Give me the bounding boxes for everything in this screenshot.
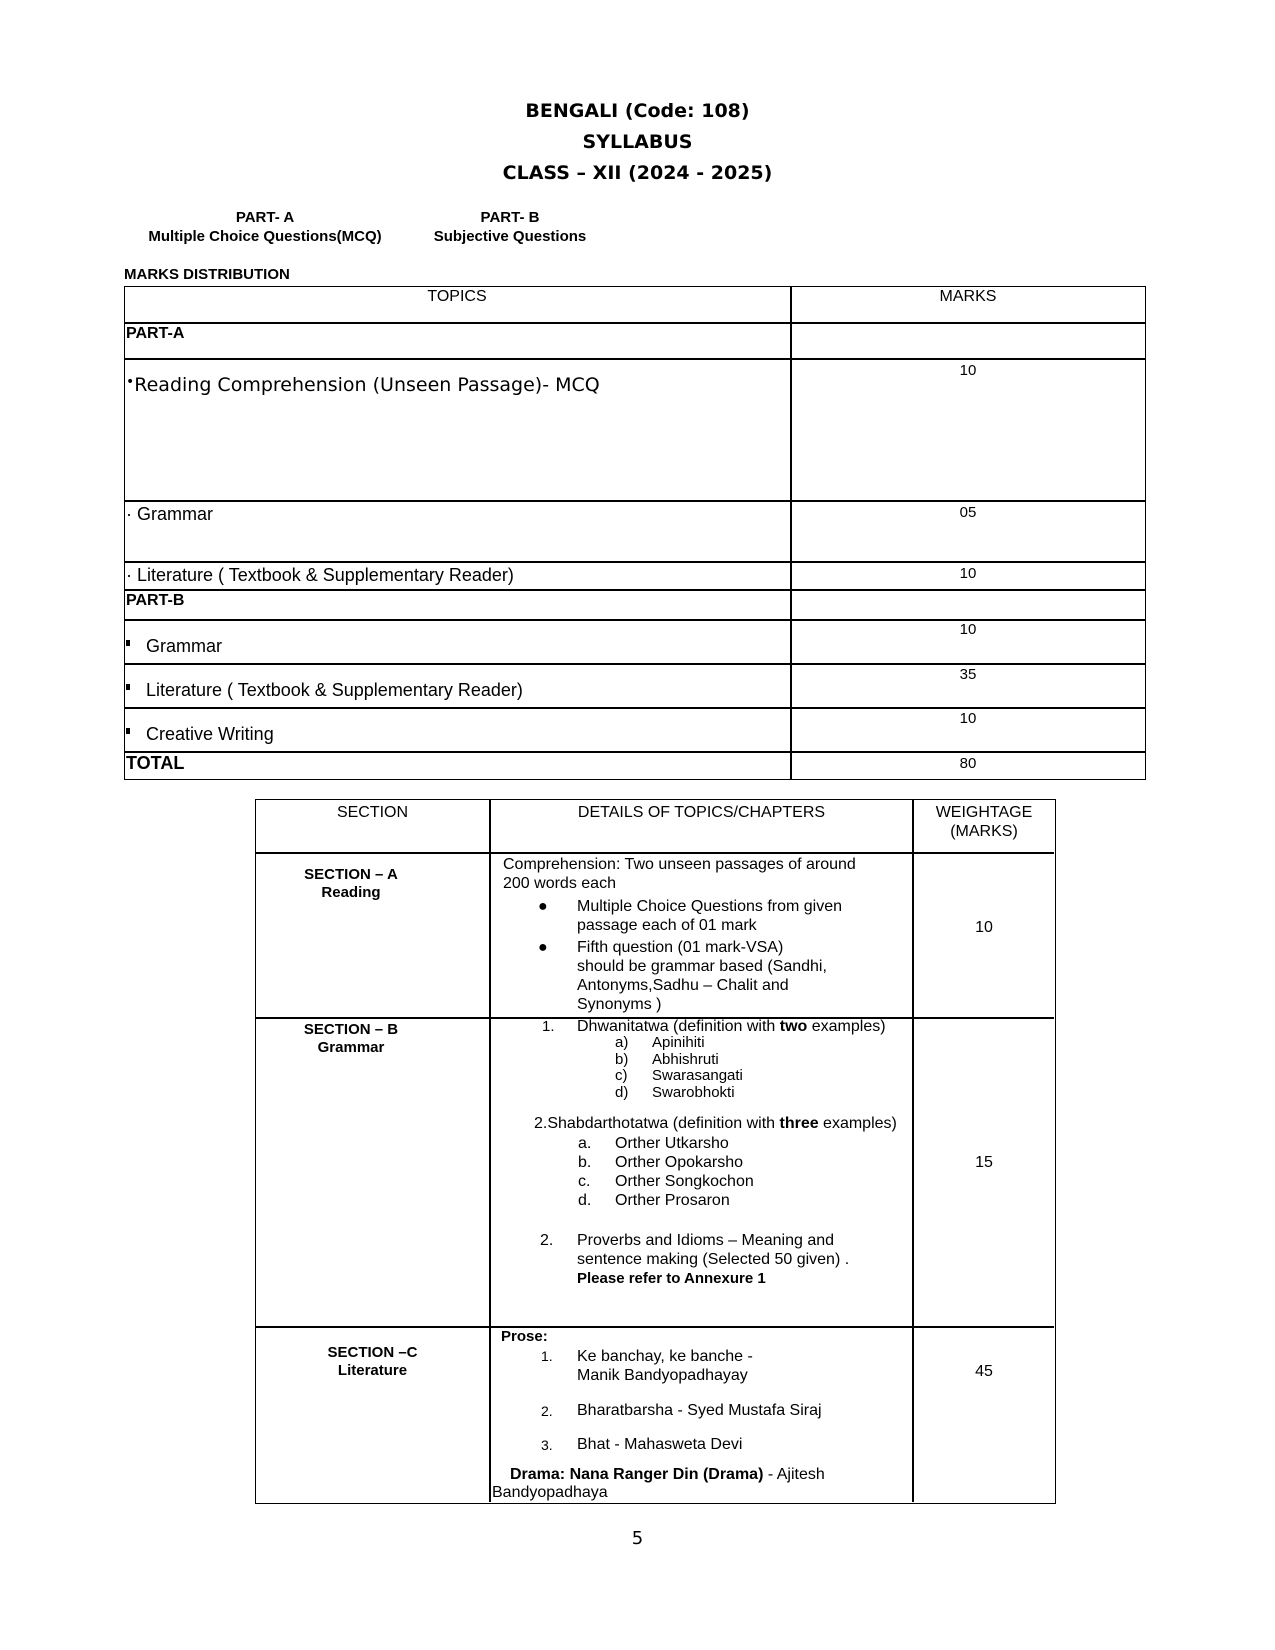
topic-text: Grammar [146, 636, 222, 656]
table-row [124, 322, 1146, 360]
section-sub: Grammar [317, 1039, 385, 1056]
list-item: should be grammar based (Sandhi, [577, 958, 827, 975]
section-c-label [256, 1344, 489, 1380]
col-section-header: SECTION [336, 804, 409, 821]
prose-item-author: Manik Bandyopadhayay [577, 1367, 748, 1384]
creative-writing-topic [126, 724, 274, 745]
bullet-icon: ● [538, 898, 548, 915]
section-sub: Reading [321, 884, 381, 901]
topic-text: Creative Writing [146, 724, 274, 744]
sub-mark: c. [578, 1173, 591, 1190]
weightage-label: WEIGHTAGE [935, 804, 1033, 821]
item-number: 2. [541, 1403, 553, 1419]
sub-item: Swarobhokti [652, 1084, 735, 1101]
column-divider [790, 286, 792, 780]
topic-text: Literature ( Textbook & Supplementary Reader) [146, 680, 523, 700]
total-marks: 80 [959, 755, 977, 772]
sub-item: Swarasangati [652, 1067, 743, 1084]
part-b-desc: Subjective Questions [433, 228, 587, 245]
section-a-intro: Comprehension: Two unseen passages of around [503, 856, 856, 873]
drama-author-2: Bandyopadhaya [492, 1484, 608, 1501]
prose-item: Bharatbarsha - Syed Mustafa Siraj [577, 1402, 822, 1419]
reading-comprehension-topic [126, 374, 600, 396]
col-marks-header: MARKS [939, 288, 997, 305]
drama-author: - Ajitesh [763, 1466, 825, 1483]
proverbs-item: Proverbs and Idioms – Meaning and [577, 1232, 835, 1249]
section-details-table [255, 799, 1056, 1504]
list-item: passage each of 01 mark [577, 917, 757, 934]
prose-item: Ke banchay, ke banche - [577, 1348, 753, 1365]
marks-value: 35 [959, 666, 977, 683]
annexure-reference: Please refer to Annexure 1 [577, 1270, 766, 1287]
col-weightage-header [914, 803, 1054, 841]
item-number: 3. [541, 1437, 553, 1453]
column-divider [489, 800, 491, 1502]
square-bullet-icon [126, 640, 130, 646]
section-a-label [256, 866, 446, 902]
marks-value: 10 [959, 362, 977, 379]
sub-item: Orther Utkarsho [615, 1135, 729, 1152]
section-a-weight: 10 [975, 919, 993, 936]
part-b-row-label: PART-B [126, 592, 185, 609]
sub-mark: a. [578, 1135, 592, 1152]
topic-text: Grammar [132, 504, 213, 524]
list-item: Synonyms ) [577, 996, 662, 1013]
section-name: SECTION – A [304, 866, 398, 883]
topic-text: Literature ( Textbook & Supplementary Reader) [132, 565, 514, 585]
sub-mark: d) [615, 1084, 629, 1101]
marks-value: 10 [959, 565, 977, 582]
section-a-intro-2: 200 words each [503, 875, 616, 892]
marks-distribution-heading: MARKS DISTRIBUTION [124, 266, 290, 283]
col-details-header: DETAILS OF TOPICS/CHAPTERS [577, 804, 826, 821]
section-b-label [256, 1021, 446, 1057]
part-b-label: PART- B [480, 209, 540, 226]
part-a-row-label: PART-A [126, 325, 185, 342]
shabdarthotatwa-item [534, 1114, 897, 1133]
marks-value: 10 [959, 710, 977, 727]
total-label: TOTAL [126, 753, 185, 773]
part-b-heading [415, 208, 605, 246]
document-subtitle: SYLLABUS [582, 131, 693, 153]
section-b-weight: 15 [975, 1154, 993, 1171]
item-text: examples) [818, 1115, 897, 1132]
drama-item [510, 1465, 825, 1484]
row-divider [256, 852, 1054, 854]
square-bullet-icon [126, 684, 130, 690]
grammar-topic-a [126, 504, 213, 525]
literature-topic-a [126, 565, 514, 586]
section-c-weight: 45 [975, 1363, 993, 1380]
item-text: examples) [807, 1018, 886, 1035]
weightage-unit: (MARKS) [950, 823, 1018, 840]
item-number: 1. [542, 1018, 555, 1035]
prose-item: Bhat - Mahasweta Devi [577, 1436, 743, 1453]
bullet-icon: ● [538, 939, 548, 956]
sub-mark: c) [615, 1067, 628, 1084]
section-name: SECTION –C [327, 1344, 418, 1361]
marks-distribution-table [124, 286, 1146, 780]
topic-text: Reading Comprehension (Unseen Passage)- MCQ [134, 374, 600, 396]
dot-icon: · [126, 504, 132, 524]
grammar-topic-b [126, 636, 222, 657]
literature-topic-b [126, 680, 523, 701]
item-number: 1. [541, 1348, 553, 1364]
square-bullet-icon [126, 728, 130, 734]
list-item: Antonyms,Sadhu – Chalit and [577, 977, 789, 994]
prose-label: Prose: [501, 1328, 548, 1345]
part-a-desc: Multiple Choice Questions(MCQ) [148, 228, 382, 245]
sub-mark: b) [615, 1051, 629, 1068]
list-item: Fifth question (01 mark-VSA) [577, 939, 784, 956]
section-name: SECTION – B [303, 1021, 399, 1038]
section-sub: Literature [337, 1362, 408, 1379]
item-text: Dhwanitatwa (definition with [577, 1018, 780, 1035]
sub-item: Apinihiti [652, 1034, 705, 1051]
sub-mark: b. [578, 1154, 592, 1171]
document-title: BENGALI (Code: 108) [525, 100, 750, 122]
sub-item: Orther Songkochon [615, 1173, 754, 1190]
class-line: CLASS – XII (2024 - 2025) [502, 162, 773, 184]
item-bold: three [779, 1115, 819, 1132]
part-a-label: PART- A [235, 209, 295, 226]
item-text: 2.Shabdarthotatwa (definition with [534, 1115, 780, 1132]
page-number: 5 [631, 1528, 644, 1549]
table-row [124, 589, 1146, 621]
part-a-heading [130, 208, 400, 246]
sub-item: Orther Opokarsho [615, 1154, 744, 1171]
list-item: Multiple Choice Questions from given [577, 898, 843, 915]
row-divider [256, 1326, 1054, 1328]
item-number: 2. [540, 1232, 554, 1249]
sub-item: Abhishruti [652, 1051, 719, 1068]
marks-value: 10 [959, 621, 977, 638]
drama-title: Drama: Nana Ranger Din (Drama) [510, 1466, 764, 1483]
column-divider [912, 800, 914, 1502]
dot-icon: · [126, 565, 132, 585]
item-bold: two [779, 1018, 808, 1035]
sub-mark: a) [615, 1034, 629, 1051]
sub-mark: d. [578, 1192, 592, 1209]
proverbs-item-2: sentence making (Selected 50 given) . [577, 1251, 850, 1268]
sub-item: Orther Prosaron [615, 1192, 730, 1209]
col-topics-header: TOPICS [427, 288, 487, 305]
bullet-icon: • [126, 374, 135, 390]
marks-value: 05 [959, 504, 977, 521]
